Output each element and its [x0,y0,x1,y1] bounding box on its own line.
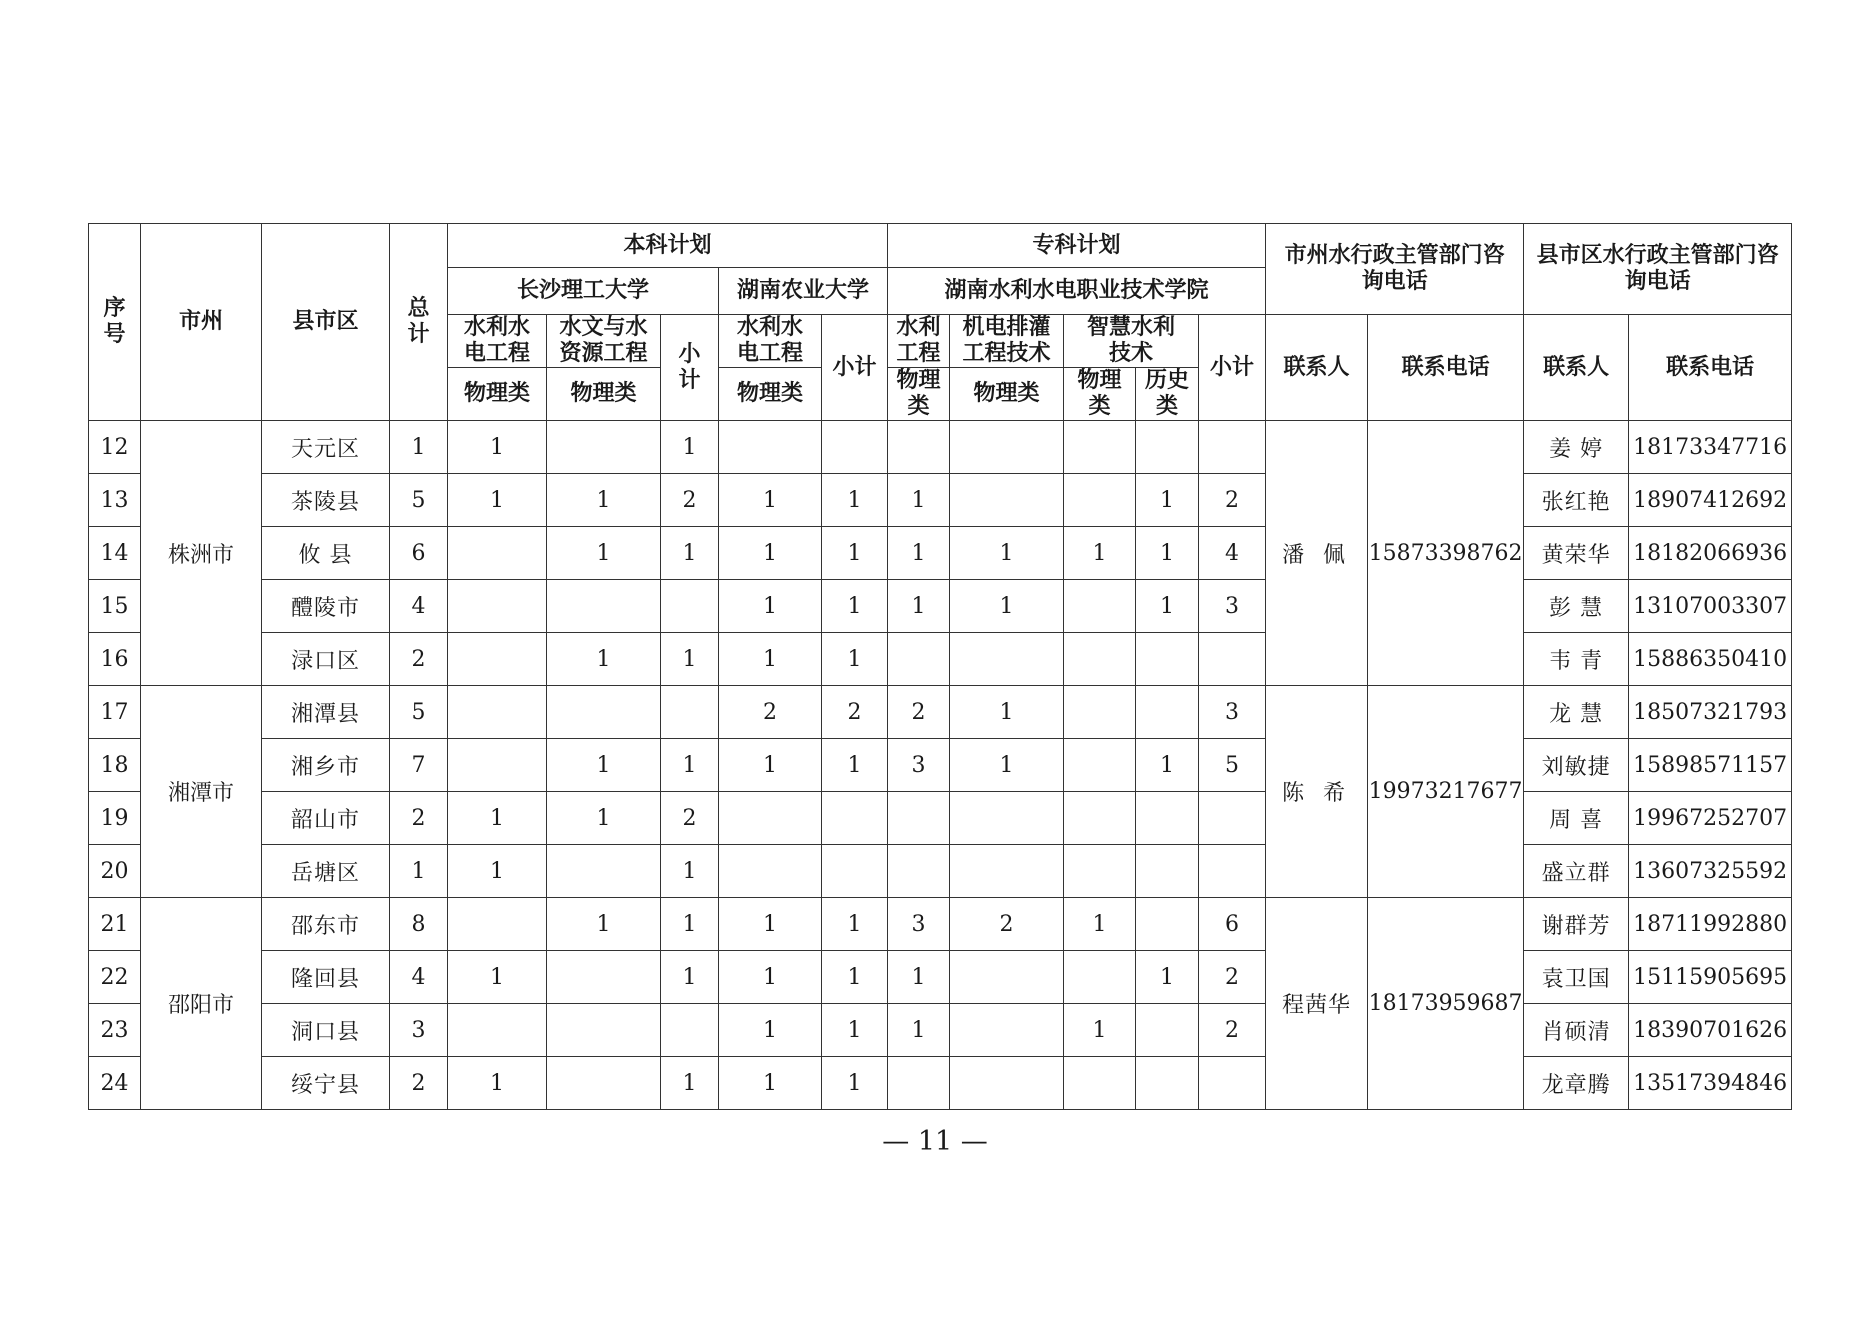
table-row [89,739,1792,792]
table-body [89,421,1792,1110]
cell-county-contact-phone: 15886350410 [1629,633,1792,686]
cell-value: 1 [822,739,888,792]
cell-value: 1 [719,1004,822,1057]
cell-value: 1 [661,951,719,1004]
cell-value: 1 [448,792,547,845]
cell-value: 1 [950,686,1064,739]
cell-value [1064,686,1136,739]
cell-seq: 24 [89,1057,141,1110]
cell-seq: 21 [89,898,141,951]
cell-value [1064,421,1136,474]
cell-city-contact-phone: 19973217677 [1368,686,1524,898]
cell-value: 1 [719,951,822,1004]
cell-seq: 23 [89,1004,141,1057]
cell-value [547,686,661,739]
cell-value [1136,792,1199,845]
cell-total: 2 [390,1057,448,1110]
cell-value [661,1004,719,1057]
cell-value: 2 [1199,951,1266,1004]
table-row [89,1057,1792,1110]
enrollment-plan-table [88,223,1792,1110]
cell-county-contact-phone: 15898571157 [1629,739,1792,792]
cell-value [661,686,719,739]
cell-total: 3 [390,1004,448,1057]
cell-county-contact-name: 彭 慧 [1524,580,1629,633]
cell-county-contact-name: 姜 婷 [1524,421,1629,474]
header-history: 历史类 [1136,368,1199,421]
cell-county: 邵东市 [262,898,390,951]
header-physics: 物理类 [448,368,547,421]
cell-county-contact-phone: 18182066936 [1629,527,1792,580]
cell-value [1064,951,1136,1004]
cell-county: 天元区 [262,421,390,474]
cell-county-contact-name: 刘敏捷 [1524,739,1629,792]
cell-value [547,951,661,1004]
cell-county-contact-name: 黄荣华 [1524,527,1629,580]
header-city: 市州 [141,224,262,421]
header-physics: 物理类 [1064,368,1136,421]
cell-county-contact-phone: 18711992880 [1629,898,1792,951]
cell-value [448,580,547,633]
cell-county-contact-phone: 13107003307 [1629,580,1792,633]
cell-value [1064,792,1136,845]
header-subtotal-hnny: 小计 [822,315,888,421]
header-contact-person-2: 联系人 [1524,315,1629,421]
cell-county-contact-phone: 19967252707 [1629,792,1792,845]
cell-value: 2 [661,474,719,527]
table-row [89,527,1792,580]
header-physics: 物理类 [888,368,950,421]
cell-value: 1 [448,951,547,1004]
table-header [89,224,1792,421]
cell-value: 1 [1136,580,1199,633]
header-contact-phone: 联系电话 [1368,315,1524,421]
cell-county-contact-name: 龙章腾 [1524,1057,1629,1110]
cell-value: 1 [888,474,950,527]
cell-value [448,739,547,792]
cell-value [1064,474,1136,527]
cell-county-contact-name: 韦 青 [1524,633,1629,686]
header-school-hnsl: 湖南水利水电职业技术学院 [888,268,1266,315]
cell-county-contact-phone: 18390701626 [1629,1004,1792,1057]
cell-city-contact-name: 陈 希 [1266,686,1368,898]
cell-city-contact-phone: 18173959687 [1368,898,1524,1110]
cell-county-contact-phone: 18907412692 [1629,474,1792,527]
header-contact-person: 联系人 [1266,315,1368,421]
cell-value [950,951,1064,1004]
cell-county: 攸 县 [262,527,390,580]
cell-total: 7 [390,739,448,792]
cell-county: 岳塘区 [262,845,390,898]
header-major-slgc: 水利工程 [888,315,950,368]
header-physics: 物理类 [719,368,822,421]
cell-value [1064,739,1136,792]
table-row [89,474,1792,527]
cell-value [950,474,1064,527]
header-city-contact: 市州水行政主管部门咨询电话 [1266,224,1524,315]
cell-value [1199,792,1266,845]
cell-value [1136,421,1199,474]
cell-value: 1 [719,580,822,633]
cell-value: 1 [1064,1004,1136,1057]
cell-value [547,580,661,633]
cell-county-contact-name: 张红艳 [1524,474,1629,527]
table-row [89,686,1792,739]
table-row [89,951,1792,1004]
cell-county-contact-name: 谢群芳 [1524,898,1629,951]
cell-value [888,633,950,686]
cell-value [950,421,1064,474]
cell-value [1136,1057,1199,1110]
cell-value: 1 [1064,898,1136,951]
cell-value [547,1057,661,1110]
cell-county-contact-phone: 13517394846 [1629,1057,1792,1110]
cell-value [950,792,1064,845]
cell-value [547,845,661,898]
cell-value: 2 [719,686,822,739]
cell-value: 1 [547,792,661,845]
cell-value [1136,686,1199,739]
cell-county-contact-phone: 18507321793 [1629,686,1792,739]
cell-value: 1 [1064,527,1136,580]
cell-value [950,1057,1064,1110]
cell-value: 1 [950,580,1064,633]
cell-value: 1 [547,474,661,527]
header-subtotal-zk: 小计 [1199,315,1266,421]
cell-city-contact-name: 潘 佩 [1266,421,1368,686]
cell-value: 3 [888,739,950,792]
cell-value: 3 [1199,686,1266,739]
cell-value: 1 [1136,474,1199,527]
cell-value [950,1004,1064,1057]
cell-county-contact-phone: 15115905695 [1629,951,1792,1004]
table-row [89,792,1792,845]
cell-value: 1 [888,527,950,580]
cell-value: 1 [448,1057,547,1110]
cell-county: 醴陵市 [262,580,390,633]
cell-city-contact-name: 程茜华 [1266,898,1368,1110]
cell-value: 1 [950,527,1064,580]
cell-value: 1 [822,1004,888,1057]
cell-value [448,527,547,580]
header-county-contact: 县市区水行政主管部门咨询电话 [1524,224,1792,315]
cell-county: 洞口县 [262,1004,390,1057]
header-major-slsd-1: 水利水电工程 [448,315,547,368]
cell-total: 2 [390,792,448,845]
cell-value: 1 [719,527,822,580]
cell-value: 1 [661,1057,719,1110]
cell-county: 隆回县 [262,951,390,1004]
cell-value [950,845,1064,898]
cell-value: 1 [547,739,661,792]
cell-value: 1 [661,898,719,951]
header-total: 总计 [390,224,448,421]
header-school-cslg: 长沙理工大学 [448,268,719,315]
cell-value [822,421,888,474]
cell-value: 2 [822,686,888,739]
cell-value: 1 [888,580,950,633]
cell-value: 1 [661,421,719,474]
cell-value: 1 [448,421,547,474]
cell-value [1064,845,1136,898]
header-major-slsd-2: 水利水电工程 [719,315,822,368]
cell-city: 株洲市 [141,421,262,686]
cell-total: 5 [390,474,448,527]
cell-value: 1 [719,633,822,686]
header-major-zhsl: 智慧水利技术 [1064,315,1199,368]
cell-county: 茶陵县 [262,474,390,527]
cell-seq: 18 [89,739,141,792]
cell-county-contact-name: 盛立群 [1524,845,1629,898]
cell-value [448,1004,547,1057]
table-row [89,845,1792,898]
cell-seq: 15 [89,580,141,633]
cell-value: 2 [950,898,1064,951]
header-subtotal-cslg: 小计 [661,315,719,421]
cell-county-contact-name: 肖硕清 [1524,1004,1629,1057]
cell-seq: 20 [89,845,141,898]
cell-seq: 13 [89,474,141,527]
cell-total: 5 [390,686,448,739]
cell-seq: 22 [89,951,141,1004]
cell-value [1199,845,1266,898]
cell-city: 邵阳市 [141,898,262,1110]
cell-value: 2 [661,792,719,845]
cell-value: 1 [661,845,719,898]
cell-value [1136,633,1199,686]
cell-county: 韶山市 [262,792,390,845]
cell-value [547,421,661,474]
table-row [89,898,1792,951]
cell-value: 1 [547,633,661,686]
cell-value: 1 [547,898,661,951]
cell-value [950,633,1064,686]
cell-value: 1 [719,898,822,951]
cell-total: 4 [390,580,448,633]
cell-value: 2 [1199,474,1266,527]
cell-seq: 17 [89,686,141,739]
cell-value: 1 [448,474,547,527]
cell-value: 1 [547,527,661,580]
table-row [89,1004,1792,1057]
header-county: 县市区 [262,224,390,421]
header-college-plan: 专科计划 [888,224,1266,268]
cell-value: 1 [661,739,719,792]
cell-seq: 19 [89,792,141,845]
cell-value [719,792,822,845]
cell-value [1064,1057,1136,1110]
cell-value: 2 [1199,1004,1266,1057]
cell-value [1064,580,1136,633]
header-major-swzy: 水文与水资源工程 [547,315,661,368]
cell-city-contact-phone: 15873398762 [1368,421,1524,686]
cell-county: 渌口区 [262,633,390,686]
cell-total: 6 [390,527,448,580]
header-major-jdpg: 机电排灌工程技术 [950,315,1064,368]
cell-value: 1 [822,1057,888,1110]
cell-total: 2 [390,633,448,686]
cell-value [719,845,822,898]
cell-value: 1 [822,951,888,1004]
cell-value [661,580,719,633]
cell-value: 1 [448,845,547,898]
cell-value [547,1004,661,1057]
cell-city: 湘潭市 [141,686,262,898]
cell-value [448,686,547,739]
cell-value: 1 [1136,951,1199,1004]
cell-value [448,633,547,686]
header-school-hnny: 湖南农业大学 [719,268,888,315]
cell-value: 3 [1199,580,1266,633]
cell-county-contact-name: 龙 慧 [1524,686,1629,739]
cell-value [888,421,950,474]
cell-value [1199,1057,1266,1110]
cell-value: 1 [719,474,822,527]
table-row [89,421,1792,474]
cell-value: 1 [950,739,1064,792]
cell-value [822,792,888,845]
cell-value: 1 [888,951,950,1004]
header-seq: 序号 [89,224,141,421]
cell-value: 1 [1136,739,1199,792]
cell-value [888,792,950,845]
header-physics: 物理类 [950,368,1064,421]
cell-value: 1 [822,633,888,686]
cell-value [1136,845,1199,898]
table-row [89,580,1792,633]
cell-total: 1 [390,421,448,474]
cell-value [888,1057,950,1110]
cell-value: 5 [1199,739,1266,792]
cell-value: 1 [822,580,888,633]
cell-value: 3 [888,898,950,951]
cell-value: 6 [1199,898,1266,951]
cell-value: 1 [661,633,719,686]
cell-value: 1 [822,474,888,527]
cell-value: 1 [1136,527,1199,580]
cell-county-contact-name: 袁卫国 [1524,951,1629,1004]
cell-seq: 12 [89,421,141,474]
cell-total: 4 [390,951,448,1004]
cell-seq: 16 [89,633,141,686]
page-number: — 11 — [882,1126,988,1157]
cell-total: 8 [390,898,448,951]
table-row [89,633,1792,686]
cell-value: 1 [822,527,888,580]
cell-county: 湘乡市 [262,739,390,792]
cell-total: 1 [390,845,448,898]
cell-value: 1 [719,739,822,792]
cell-county-contact-phone: 13607325592 [1629,845,1792,898]
cell-value [719,421,822,474]
cell-value [822,845,888,898]
cell-value: 1 [888,1004,950,1057]
cell-county: 湘潭县 [262,686,390,739]
cell-seq: 14 [89,527,141,580]
cell-value: 1 [719,1057,822,1110]
cell-value: 1 [822,898,888,951]
header-contact-phone-2: 联系电话 [1629,315,1792,421]
cell-value: 4 [1199,527,1266,580]
cell-county-contact-name: 周 喜 [1524,792,1629,845]
cell-value [1199,421,1266,474]
cell-value [888,845,950,898]
header-physics: 物理类 [547,368,661,421]
cell-value: 1 [661,527,719,580]
cell-county-contact-phone: 18173347716 [1629,421,1792,474]
cell-value: 2 [888,686,950,739]
cell-value [1199,633,1266,686]
cell-value [1064,633,1136,686]
cell-county: 绥宁县 [262,1057,390,1110]
cell-value [1136,898,1199,951]
header-undergrad-plan: 本科计划 [448,224,888,268]
cell-value [1136,1004,1199,1057]
cell-value [448,898,547,951]
